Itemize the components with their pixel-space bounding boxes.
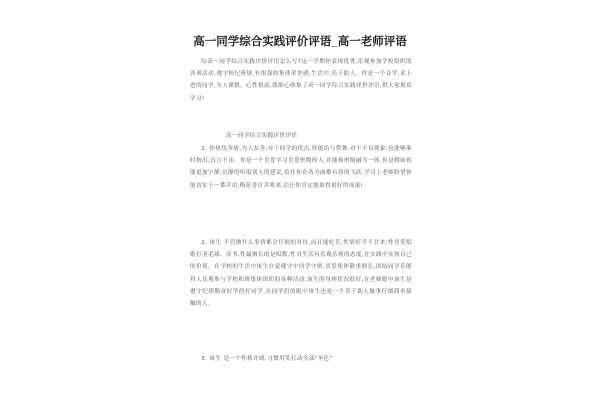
- paragraph-1: 1. 你热忱奔放,为人友善,对于同学的优点,你能给与赞舞,对于不良现象,也能够准时指出,直言不讳。你是一个喜爱学习喜爱班级的人,并能和班级融为一体,但是假如你能更加宁静,沉静的听取别人的建议,信任你在各方面都有质的飞跃,学习上老师盼望你能切实下一番苦功,梅花香自苦寒来,信任你肯定能取得更好的成果!: [190, 146, 412, 189]
- subtitle-block: [226, 130, 426, 142]
- paragraph-block-1: [190, 143, 412, 192]
- paragraph-3: 3. 该生 是一个性格开朗,习惯用笑打动全部"冬色": [201, 356, 333, 362]
- section-subtitle: 高一同学综合实践评价评语: [226, 133, 298, 139]
- intro-block: [190, 56, 412, 105]
- paragraph-block-3: [190, 353, 412, 365]
- intro-paragraph: 综高一同学综合实践评价评语怎么写?这一学期你表现优秀,乐观参加学校组织的各项活动,遵守校纪班规,有很强的集体荣誉感,生活中,乐于助人。你是一个音学,求上进的同学,为人谨慎。心性很高,我细心收集了高一同学综合实践评价评语,供大家观赏学习!: [190, 59, 412, 102]
- paragraph-block-2: [190, 237, 412, 310]
- document-title: 高一同学综合实践评价评语_高一老师评语: [193, 36, 407, 48]
- paragraph-2: 2. 该生 不管做什么事情都会仔细的对待,而且能吃苦,性情好学不甘来;性喜爱唱歌打羽毛球、读书,性最擅长的是唱歌,性对生活有乐观乐观的态度,在实践中实现自己的价值。在学校的生活中该生自觉遵守中同学守则,喜爱集体敬重师长,团结同学乐能将人乐观参与学校和班集体组织的各种活动,该生的身体状况很好,在老师眼中该生是遵守纪律勤奋好学的好同学,在同学们的眼中该生也是一个乐于助人做事仔细简单接触的人。: [190, 240, 412, 308]
